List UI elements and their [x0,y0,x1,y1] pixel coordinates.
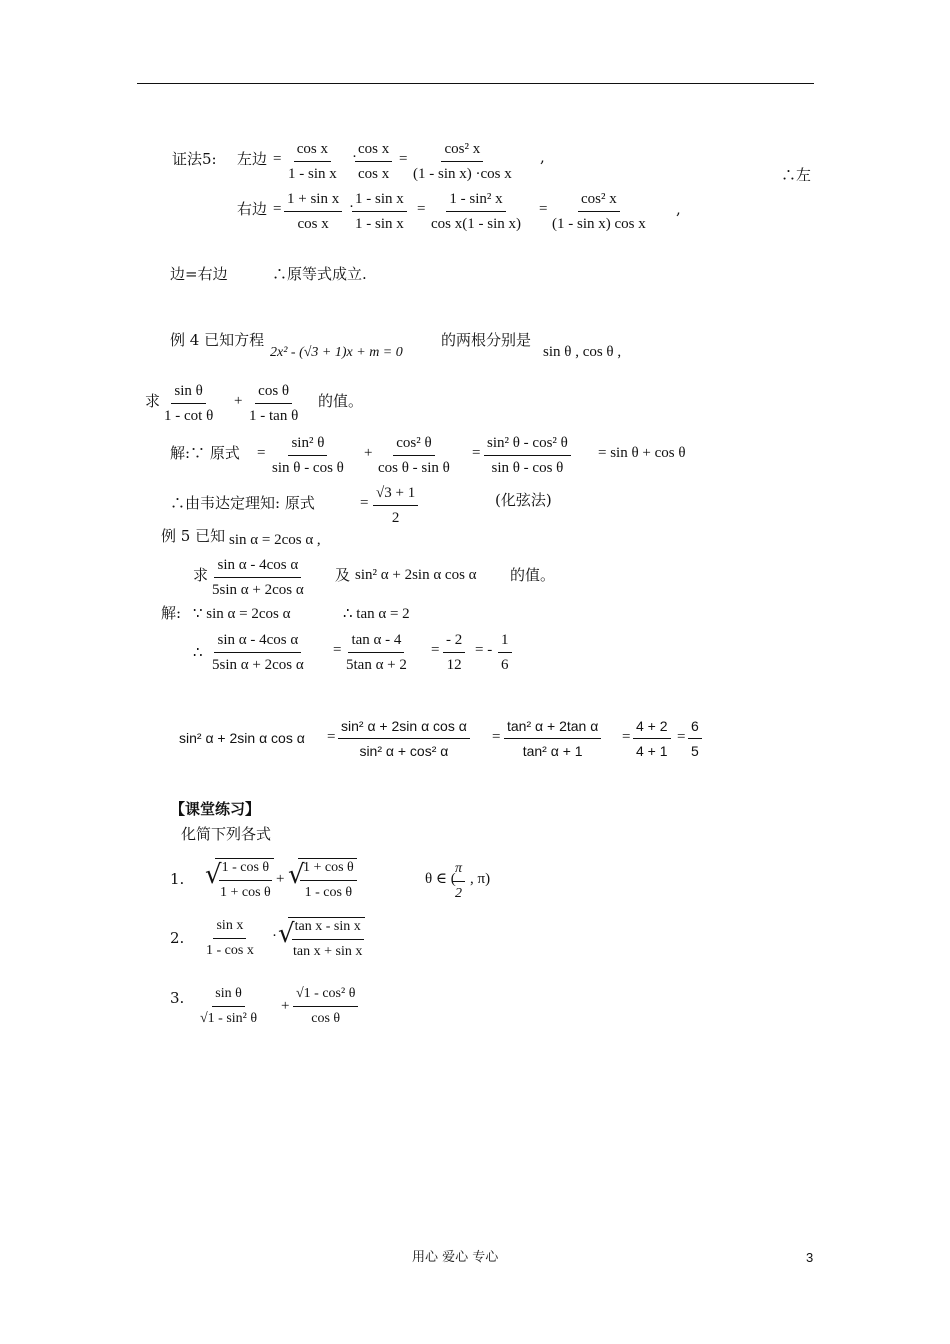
right-side-label: 右边 [237,200,268,218]
practice-3-fraction-1: $\frac{\text{sin θ}}{\text{√1 - sin² θ}}$ [200,986,258,1026]
comma-2: , [676,200,681,218]
sqrt-icon: √ [288,860,305,890]
lhs-fraction-2: $\frac{\text{cos x}}{\text{cos x}}$ [355,140,392,183]
b-fraction-1: $\frac{\text{sin² α + 2sin α cos α}}{\text{sin² α + cos² α}}$ [338,717,470,760]
b-fraction-3: $\frac{4 + 2}{4 + 1}$ [633,717,671,760]
b-fraction-2: $\frac{\text{tan² α + 2tan α}}{\text{tan² α + 1}}$ [504,717,601,760]
practice-item-1-number: 1. [170,870,185,888]
example5-expression: sin² α + 2sin α cos α [355,567,477,583]
practice-3-fraction-2: $\frac{\text{√1 - cos² θ}}{\text{cos θ}}$ [293,985,358,1028]
solution-fraction-2: $\frac{\text{cos² θ}}{\text{cos θ - sin θ}}$ [378,435,450,476]
conclusion-left-right: 边=右边 [170,265,228,283]
sqrt-icon: √ [278,919,295,949]
lhs-fraction-1: $\frac{\text{cos x}}{\text{1 - sin x}}$ [288,141,337,182]
b-lhs: sin² α + 2sin α cos α [179,730,305,746]
page-number: 3 [806,1250,814,1265]
example5-given: sin α = 2cos α , [229,532,321,548]
practice-instruction: 化简下列各式 [181,825,272,843]
condition-fraction: $\frac{\pi}{2}$ [452,860,465,903]
rhs-fraction-4: $\frac{\text{cos² x}}{\text{(1 - sin x) cos x}}$ [552,191,646,232]
example4-roots: sin θ , cos θ , [543,344,622,360]
answer-negative: = - [475,642,493,658]
sqrt-icon: √ [205,860,222,890]
example5-because: ∵ sin α = 2cos α [193,606,291,622]
therefore-symbol: ∴ [193,643,203,661]
example4-tail: 的值。 [318,392,364,410]
solution-result: = sin θ + cos θ [598,445,686,461]
vieta-fraction: $\frac{√3 + 1}{2}$ [373,484,418,527]
practice-heading: 【课堂练习】 [170,800,261,818]
example5-tan: ∴ tan α = 2 [343,606,410,622]
method-note: (化弦法) [495,491,552,509]
rhs-fraction-3: $\frac{\text{1 - sin² x}}{\text{cos x(1 - sin x)}}$ [431,191,521,232]
conclusion-holds: ∴原等式成立. [272,265,367,283]
question-fraction-1: $\frac{\text{sin θ}}{\text{1 - cot θ}}$ [164,383,214,424]
condition-suffix: , π) [470,871,491,887]
solution-fraction-1: $\frac{\text{sin² θ}}{\text{sin θ - cos θ}}$ [272,435,344,476]
example5-solution-label: 解: [161,604,182,622]
practice-item-2-number: 2. [170,929,185,947]
rhs-fraction-2: $\frac{\text{1 - sin x}}{\text{1 - sin x}}$ [352,190,407,233]
condition-prefix: θ ∈ ( [425,871,456,887]
proof5-label: 证法5: [172,150,217,168]
example4-ask: 求 [145,392,161,410]
comma: , [540,148,545,166]
example4-intro: 例 4 已知方程 [170,331,265,349]
practice-1-fraction-2: $\frac{\text{1 + cos θ}}{\text{1 - cos θ}}$ [298,858,357,902]
practice-2-fraction-1: $\frac{\text{sin x}}{\text{1 - cos x}}$ [206,918,254,958]
practice-item-3-number: 3. [170,989,185,1007]
practice-2-fraction-2: $\frac{\text{tan x - sin x}}{\text{tan x + sin x}}$ [288,917,365,961]
answer-fraction-2: $\frac{\text{tan α - 4}}{\text{5tan α + 2}}$ [346,632,407,673]
rhs-fraction-1: $\frac{\text{1 + sin x}}{\text{cos x}}$ [284,190,342,233]
lhs-fraction-3: $\frac{\text{cos² x}}{\text{(1 - sin x) ·cos x}}$ [413,141,512,182]
example4-equation: 2x² - (√3 + 1)x + m = 0 [270,345,403,360]
practice-1-fraction-1: $\frac{\text{1 - cos θ}}{\text{1 + cos θ}}$ [215,858,274,902]
question-fraction-2: $\frac{\text{cos θ}}{\text{1 - tan θ}}$ [249,383,299,424]
therefore-left: ∴左 [781,166,812,184]
answer-fraction-1: $\frac{\text{sin α - 4cos α}}{\text{5sin α + 2cos α}}$ [212,632,304,673]
b-fraction-4: $\frac{6}{5}$ [688,717,702,760]
answer-fraction-4: $\frac{1}{6}$ [498,631,512,674]
example5-ask: 求 [193,566,209,584]
answer-fraction-3: $\frac{- 2}{12}$ [443,631,465,674]
example4-mid: 的两根分别是 [441,331,532,349]
footer-motto: 用心 爱心 专心 [412,1250,499,1265]
example4-solution-label: 解:∵ 原式 [170,444,240,462]
example5-and: 及 [335,566,351,584]
example5-tail: 的值。 [510,566,556,584]
solution-fraction-3: $\frac{\text{sin² θ - cos² θ}}{\text{sin θ - cos θ}}$ [484,434,571,477]
left-side-label: 左边 [237,150,268,168]
example5-intro: 例 5 已知 [161,527,226,545]
example5-question-fraction: $\frac{\text{sin α - 4cos α}}{\text{5sin α + 2cos α}}$ [212,557,304,598]
header-rule [137,83,814,84]
vieta-line: ∴由韦达定理知: 原式 [170,494,315,512]
